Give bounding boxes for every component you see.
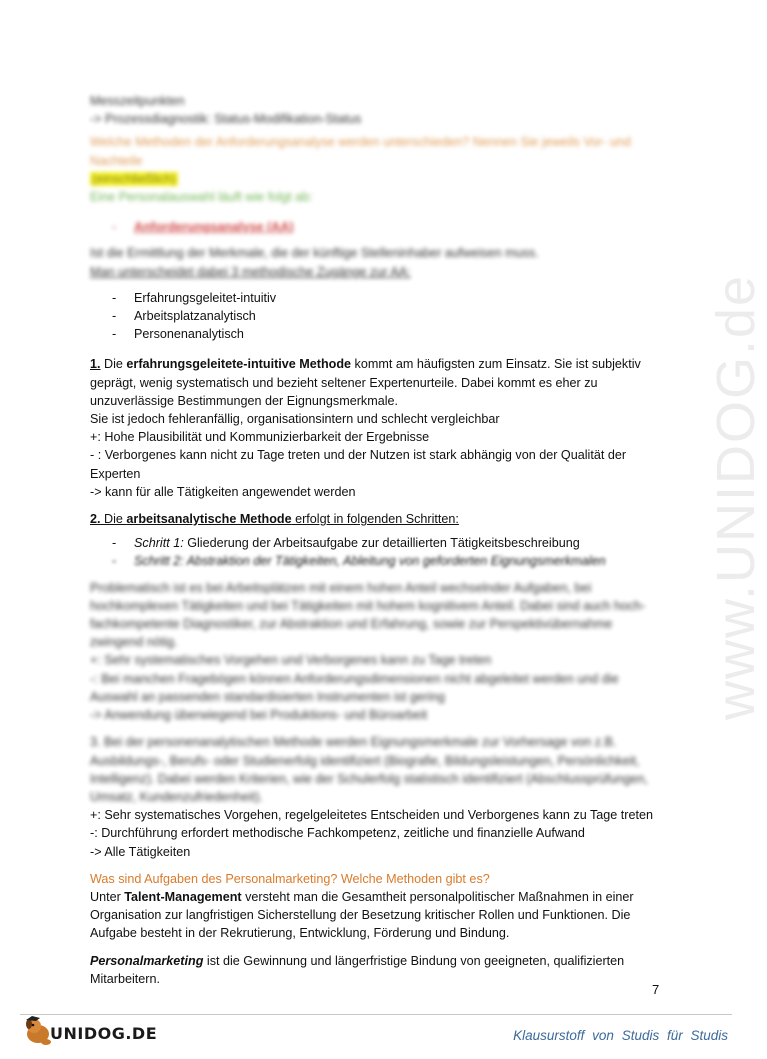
- text-line: 3. Bei der personenanalytischen Methode werden Eignungsmerkmale zur Vorhersage von z.B. Ausbildungs-, Berufs- oder Studienerfolg identifiziert (Biografie, Bildungsleistungen, Persönlichkeit, Intelligenz). Dabei werden Kriterien, wie der Schulerfolg statistisch identifiziert (Abschlussprüfungen, Umsatz, Kundenzufriedenheit).: [90, 735, 648, 804]
- section1-arrow: -> kann für alle Tätigkeiten angewendet werden: [90, 484, 356, 499]
- section1-plus: +: Hohe Plausibilität und Kommunizierbarkeit der Ergebnisse: [90, 430, 430, 445]
- section3-minus: -: Durchführung erfordert methodische Fachkompetenz, zeitliche und finanzielle Aufwand: [90, 826, 585, 841]
- text-line: -> Anwendung überwiegend bei Produktions- und Büroarbeit: [90, 708, 428, 723]
- aa-definition: Ist die Ermittlung der Merkmale, die der künftige Stelleninhaber aufweisen muss.: [90, 246, 539, 261]
- watermark: www.UNIDOG.de: [706, 273, 766, 720]
- logo-text: UNIDOG.DE: [50, 1024, 158, 1043]
- talent-paragraph: Unter Talent-Management versteht man die Gesamtheit personalpolitischer Maßnahmen in einer Organisation zur langfristigen Sicherstellung der Besetzung kritischer Rollen und Funktionen. Die Aufgabe besteht in der Rekrutierung, Entwicklung, Förderung und Bindung.: [90, 889, 634, 941]
- list-item: - Arbeitsplatzanalytisch: [90, 307, 665, 325]
- green-line: Eine Personalauswahl läuft wie folgt ab:: [90, 190, 313, 205]
- footer-divider: [20, 1014, 732, 1015]
- approach-list: [90, 289, 665, 344]
- aa-approaches-intro: Man unterscheidet dabei 3 methodische Zugänge zur AA:: [90, 264, 411, 279]
- footer-tagline: Klausurstoff von Studis für Studis: [513, 1028, 728, 1043]
- list-item: - Erfahrungsgeleitet-intuitiv: [90, 289, 665, 307]
- text-line: Messzeitpunkten: [90, 94, 185, 108]
- section1-minus: - : Verborgenes kann nicht zu Tage treten und der Nutzen ist stark abhängig von der Qualität der Experten: [90, 448, 627, 481]
- section1-line: Sie ist jedoch fehleranfällig, organisationsintern und schlecht vergleichbar: [90, 412, 500, 427]
- text-line: -: Bei manchen Fragebögen können Anforderungsdimensionen nicht abgeleitet werden und die Auswahl an passenden standardisierten Instrumenten ist gering: [90, 671, 619, 704]
- blurred-section2: [90, 579, 665, 806]
- question-heading: Welche Methoden der Anforderungsanalyse werden unterschieden? Nennen Sie jeweils Vor- und Nachteile: [90, 135, 631, 168]
- text-line: +: Sehr systematisches Vorgehen und Verborgenes kann zu Tage treten: [90, 653, 492, 668]
- list-item: - Personenanalytisch: [90, 325, 665, 343]
- text-line: -> Prozessdiagnostik: Status-Modifikation-Status: [90, 112, 362, 127]
- question-heading: Was sind Aufgaben des Personalmarketing? Welche Methoden gibt es?: [90, 871, 490, 886]
- section3-plus: +: Sehr systematisches Vorgehen, regelgeleitetes Entscheiden und Verborgenes kann zu Tage treten: [90, 808, 654, 823]
- marketing-paragraph: Personalmarketing ist die Gewinnung und längerfristige Bindung von geeigneten, qualifizierten Mitarbeitern.: [90, 953, 625, 986]
- steps-list: [90, 534, 665, 570]
- section3-arrow: -> Alle Tätigkeiten: [90, 844, 191, 859]
- step-item-blurred: - Schritt 2: Abstraktion der Tätigkeiten, Ableitung von geforderten Eignungsmerkmalen: [90, 552, 665, 570]
- section1-paragraph: 1. Die erfahrungsgeleitete-intuitive Methode kommt am häufigsten zum Einsatz. Sie ist subjektiv geprägt, wenig systematisch und bezieht seltener Expertenurteile. Dabei kommt es eher zu unzuverlässige Bestimmungen der Eignungsmerkmale.: [90, 357, 641, 408]
- step-item: - Schritt 1: Gliederung der Arbeitsaufgabe zur detaillierten Tätigkeitsbeschreibung: [90, 534, 665, 552]
- aa-list: [90, 218, 665, 236]
- page-number: 7: [652, 982, 660, 997]
- aa-item: - Anforderungsanalyse (AA): [90, 218, 665, 236]
- text-line: Problematisch ist es bei Arbeitsplätzen mit einem hohen Anteil wechselnder Aufgaben, bei hochkomplexen Tätigkeiten und bei Tätigkeiten mit hohem kognitivem Anteil. Dabei sind auch hoch-fachkompetente Diagnostiker, zur Abstraktion und Erfahrung, sowie zur Perspektivübernahme zwingend nötig.: [90, 580, 646, 650]
- blurred-intro: [90, 92, 665, 281]
- highlight-line: [90, 170, 665, 188]
- section2-heading: 2. Die arbeitsanalytische Methode erfolgt in folgenden Schritten:: [90, 512, 459, 527]
- page-content: [90, 92, 665, 988]
- highlight-text: (einschließlich): [92, 171, 176, 186]
